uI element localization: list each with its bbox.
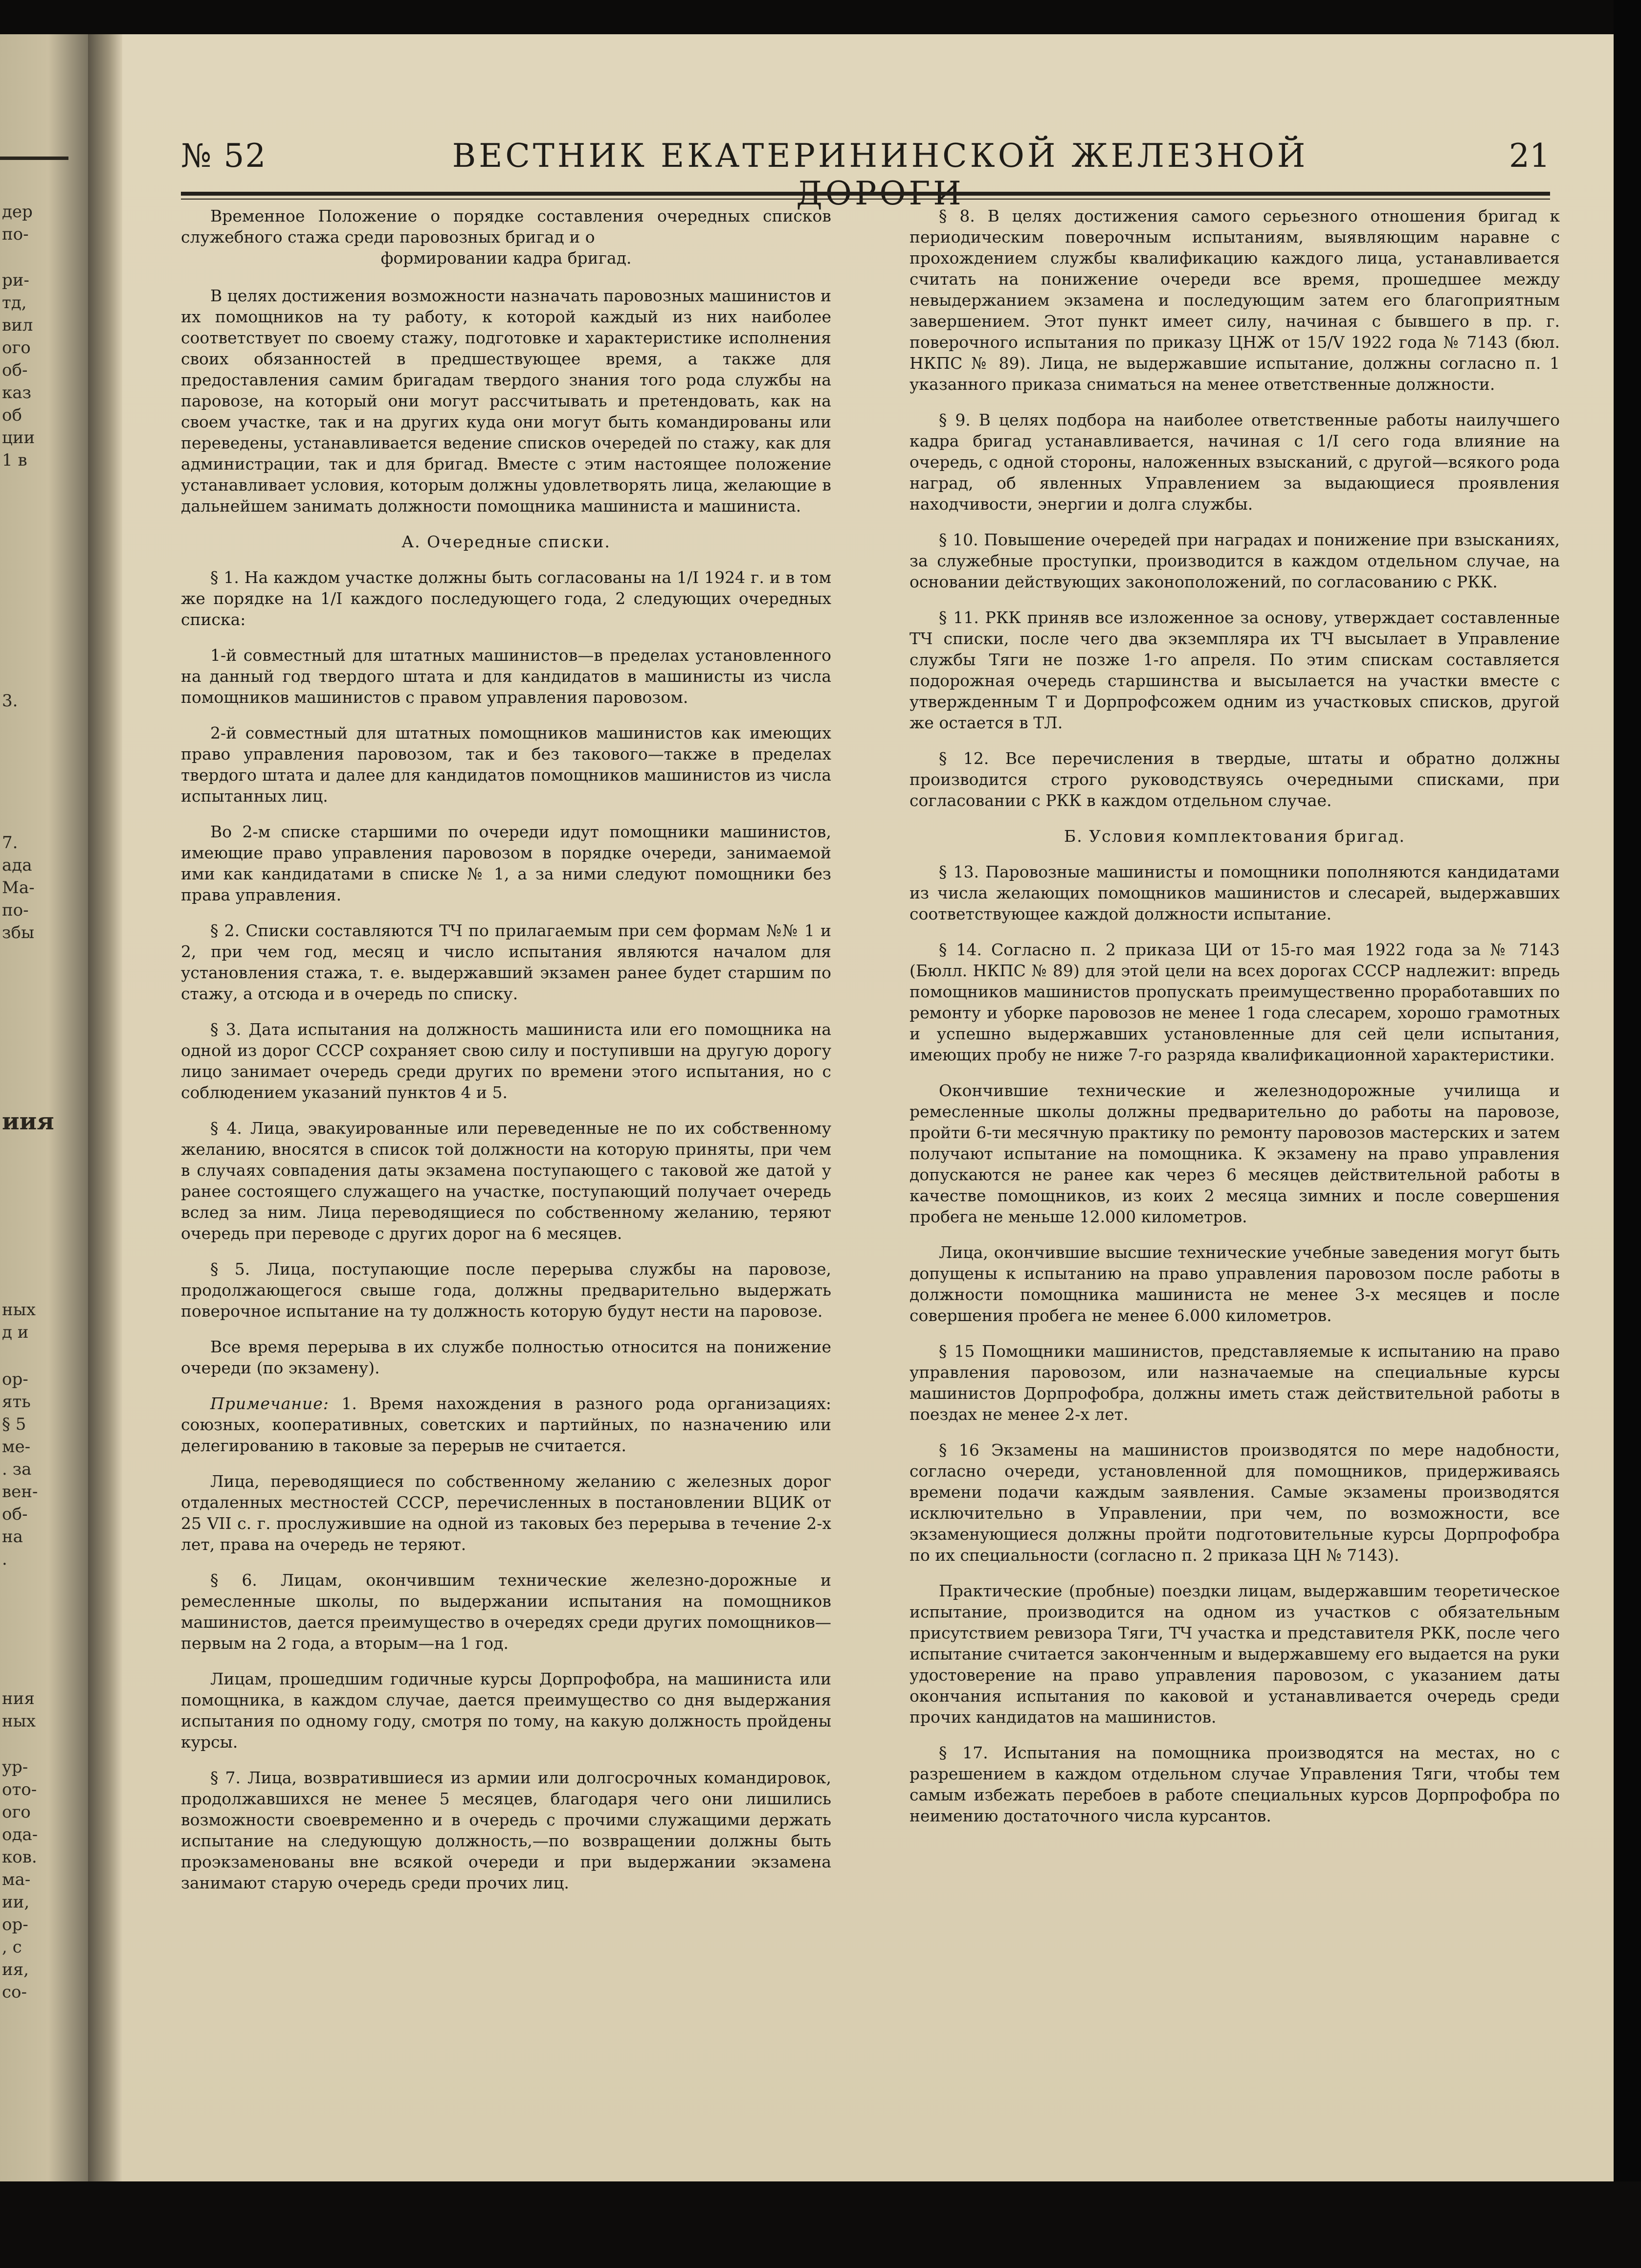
paragraph-1-tail: Во 2-м списке старшими по очереди идут помощники машинистов, имеющие право управления паровозом в порядке очереди, занимаемой ими как кандидатами в списке № 1, а за ними следуют помощники без права управления.: [181, 822, 831, 904]
previous-page-fragment: ять: [2, 1392, 31, 1412]
previous-page-fragment: ме-: [2, 1437, 31, 1457]
previous-page-fragment: ков.: [2, 1847, 37, 1867]
previous-page-fragment: 3.: [2, 691, 18, 711]
previous-page-fragment: ого: [2, 1802, 31, 1822]
previous-page-fragment: со-: [2, 1982, 27, 2002]
article-title-line2: формировании кадра бригад.: [380, 248, 632, 268]
header-rule-thin: [181, 199, 1550, 200]
paragraph-12: § 12. Все перечисления в твердые, штаты и обратно должны производится строго руководствуясь очередными списками, при согласовании с РКК в каждом отдельном случае.: [909, 749, 1560, 810]
previous-page-fragment: об-: [2, 1505, 28, 1524]
previous-page-fragment: д и: [2, 1323, 29, 1342]
previous-page-fragment: ции: [2, 428, 35, 448]
paragraph-11: § 11. РКК приняв все изложенное за основу, утверждает составленные ТЧ списки, после чего два экземпляра их ТЧ высылает в Управление службы Тяги не позже 1-го апреля. По этим спискам составляется подорожная очередь старшинства и высылается на участки вместе с утвержденным Т и Дорпрофсожем одним из участковых списков, другой же остается в ТЛ.: [909, 608, 1560, 732]
section-heading-a: А. Очередные списки.: [401, 532, 611, 551]
previous-page-fragment: об-: [2, 360, 28, 380]
paragraph-7: § 7. Лица, возвратившиеся из армии или долгосрочных командировок, продолжавшихся не менее 5 месяцев, благодаря чего они лишились возможности своевременно и в очередь с прочими служащими держать испытание на следующую должность,—по возвращении должны быть проэкзаменованы вне всякой очереди и при выдержании экзамена занимают старую очередь среди прочих лиц.: [181, 1768, 831, 1892]
previous-page-heading-fragment: иия: [2, 1108, 54, 1135]
left-column: [181, 205, 831, 1908]
previous-page-fragment: на: [2, 1527, 23, 1547]
paragraph-16: § 16 Экзамены на машинистов производятся по мере надобности, согласно очереди, установленной для помощников, придерживаясь времени подачи каждым заявления. Самые экзамены производятся исключительно в Управлении, при чем, по возможности, все экзаменующиеся должны пройти подготовительные курсы Дорпрофобра по их специальности (согласно п. 2 приказа ЦН № 7143).: [909, 1440, 1560, 1565]
previous-page-fragment: ор-: [2, 1370, 28, 1389]
paragraph-10: § 10. Повышение очередей при наградах и понижение при взысканиях, за служебные проступки, производится в каждом отдельном случае, на основании действующих законоположений, по согласованию с РКК.: [909, 530, 1560, 591]
scan-bottom-border: [0, 2181, 1641, 2268]
article-title-line1: Временное Положение о порядке составления очередных списков служебного стажа среди паровозных бригад и о: [181, 206, 831, 247]
previous-page-fragment: ор-: [2, 1915, 28, 1934]
previous-page-fragment: ных: [2, 1300, 36, 1320]
previous-page-fragment: тд,: [2, 293, 27, 313]
paragraph-1-list-2: 2-й совместный для штатных помощников машинистов как имеющих право управления паровозом, так и без такового—также в пределах твердого штата и далее для кандидатов помощников машинистов из числа испытанных лиц.: [181, 723, 831, 806]
previous-page-fragment: по-: [2, 900, 29, 920]
previous-page-fragment: вил: [2, 315, 33, 335]
paragraph-intro: В целях достижения возможности назначать паровозных машинистов и их помощников на ту работу, к которой каждый из них наиболее соответствует по своему стажу, подготовке и характеристике исполнения своих обязанностей в предшествующее время, а также для предоставления самим бригадам твердого знания того рода службы на паровозе, на который они могут рассчитывать и претендовать, как на своем участке, так и на других куда они могут быть командированы или переведены, устанавливается ведение списков очередей по стажу, как для администрации, так и для бригад. Вместе с этим настоящее положение устанавливает условия, которым должны удовлетворять лица, желающие в дальнейшем занимать должности помощника машиниста и машиниста.: [181, 286, 831, 516]
paragraph-16-b: Практические (пробные) поездки лицам, выдержавшим теоретическое испытание, производится на одном из участков с обязательным присутствием ревизора Тяги, ТЧ участка и представителя РКК, после чего испытание считается законченным и выдержавшему его выдается на руки удостоверение на право управления паровозом, с указанием даты окончания испытания по каковой и устанавливается очередь среди прочих кандидатов на машинистов.: [909, 1581, 1560, 1727]
right-column: [909, 205, 1560, 1841]
previous-page-fragment: . за: [2, 1460, 32, 1479]
article-title: [181, 205, 831, 269]
paragraph-13: § 13. Паровозные машинисты и помощники пополняются кандидатами из числа желающих помощников машинистов и слесарей, выдержавших соответствующее каждой должности испытание.: [909, 862, 1560, 923]
newspaper-page: [122, 34, 1614, 2181]
paragraph-15: § 15 Помощники машинистов, представляемые к испытанию на право управления паровозом, или назначаемые на специальные курсы машинистов Дорпрофобра, должны иметь стаж действительной работы в поездах не менее 2-х лет.: [909, 1342, 1560, 1424]
scan-right-border: [1614, 0, 1641, 2268]
paragraph-6-tail: Лицам, прошедшим годичные курсы Дорпрофобра, на машиниста или помощника, в каждом случае, дается преимущество со дня выдержания испытания по одному году, смотря по тому, на какую должность пройдены курсы.: [181, 1669, 831, 1752]
paragraph-17: § 17. Испытания на помощника производятся на местах, но с разрешением в каждом отдельном случае Управления Тяги, чтобы тем самым избежать перебоев в работе специальных курсов Дорпрофобра по неимению достаточного числа курсантов.: [909, 1743, 1560, 1825]
publication-title: ВЕСТНИК ЕКАТЕРИНИНСКОЙ ЖЕЛЕЗНОЙ: [452, 137, 1308, 175]
previous-page-fragment: ния: [2, 1689, 35, 1708]
previous-page-fragment: § 5: [2, 1415, 26, 1434]
previous-page-fragment: ия,: [2, 1960, 29, 1979]
paragraph-2: § 2. Списки составляются ТЧ по прилагаемым при сем формам №№ 1 и 2, при чем год, месяц и число испытания являются началом для установления стажа, т. е. выдержавший экзамен ранее будет старшим по стажу, а отсюда и в очередь по списку.: [181, 921, 831, 1003]
previous-page-fragment: ии,: [2, 1892, 30, 1912]
previous-page-fragment: ада: [2, 855, 32, 875]
paragraph-14: § 14. Согласно п. 2 приказа ЦИ от 15-го мая 1922 года за № 7143 (Бюлл. НКПС № 89) для этой цели на всех дорогах СССР надлежит: впредь помощников машинистов пропускать преимущественно проработавших по ремонту и уборке паровозов не менее 1 года слесарем, хорошо грамотных и успешно выдержавших установленные для сей цели испытания, имеющих пробу не ниже 7-го разряда квалификационной характеристики.: [909, 940, 1560, 1064]
previous-page-fragment: Ма-: [2, 878, 35, 898]
previous-page-fragment: 1 в: [2, 450, 27, 470]
paragraph-8: § 8. В целях достижения самого серьезного отношения бригад к периодическим поверочным испытаниям, выявляющим наравне с прохождением службы квалификацию каждого лица, устанавливается считать на понижение очереди все время, прошедшее между невыдержанием экзамена и последующим затем его благоприятным завершением. Этот пункт имеет силу, начиная с бывшего в пр. г. поверочного испытания по приказу ЦНЖ от 15/V 1922 года № 7143 (бюл. НКПС № 89). Лица, не выдержавшие испытание, должны согласно п. 1 указанного приказа сниматься на менее ответственные должности.: [909, 206, 1560, 394]
page-header: [181, 137, 1550, 191]
previous-page-fragment: ри-: [2, 270, 29, 290]
paragraph-14-b: Окончившие технические и железнодорожные училища и ремесленные школы должны предварительно до работы на паровозе, пройти 6-ти месячную практику по ремонту паровозов мастерских и затем получают испытание на помощника. К экзамену на право управления допускаются не ранее как через 6 месяцев действительной работы в качестве помощников, из коих 2 месяца зимних и после совершения пробега не меньше 12.000 километров.: [909, 1081, 1560, 1226]
paragraph-4: § 4. Лица, эвакуированные или переведенные не по их собственному желанию, вносятся в список той должности на которую приняты, при чем в случаях совпадения даты экзамена поступающего с таковой же датой у ранее состоящего служащего на участке, поступающий получает очередь вслед за ним. Лица переводящиеся по собственному желанию, теряют очередь при переводе с других дорог на 6 месяцев.: [181, 1119, 831, 1243]
previous-page-fragment: об: [2, 405, 22, 425]
previous-page-rule: [0, 157, 68, 160]
previous-page-fragment: ого: [2, 338, 31, 358]
page-number: 21: [1509, 137, 1550, 175]
paragraph-9: § 9. В целях подбора на наиболее ответственные работы наилучшего кадра бригад устанавливается, начиная с 1/I сего года влияние на очередь, с одной стороны, наложенных взысканий, с другой—всякого рода наград, об явленных Управлением за выдающиеся проявления находчивости, энергии и долга службы.: [909, 410, 1560, 514]
scan-top-border: [0, 0, 1641, 34]
previous-page-fragment: ур-: [2, 1757, 28, 1777]
previous-page-edge: [0, 34, 88, 2181]
note-label: Примечание:: [210, 1394, 329, 1413]
previous-page-fragment: дер: [2, 202, 33, 222]
previous-page-fragment: , с: [2, 1937, 22, 1957]
note-1-text: 1. Время нахождения в разного рода организациях: союзных, кооперативных, советских и партийных, по назначению или делегированию в таковые за перерыв не считается.: [181, 1394, 831, 1455]
paragraph-5: § 5. Лица, поступающие после перерыва службы на паровозе, продолжающегося свыше года, должны предварительно выдержать поверочное испытание на ту должность которую будут нести на паровозе.: [181, 1259, 831, 1321]
previous-page-fragment: ода-: [2, 1825, 38, 1844]
previous-page-fragment: каз: [2, 383, 32, 403]
note-2: Лица, переводящиеся по собственному желанию с железных дорог отдаленных местностей СССР, перечисленных в постановлении ВЦИК от 25 VII с. г. прослужившие на одной из таковых без перерыва в течение 2-х лет, права на очередь не теряют.: [181, 1472, 831, 1554]
paragraph-6: § 6. Лицам, окончившим технические железно-дорожные и ремесленные школы, по выдержании испытания на помощников машинистов, дается преимущество в очередях среди других помощников—первым на 2 года, а вторым—на 1 год.: [181, 1571, 831, 1653]
header-rule: [181, 192, 1550, 196]
previous-page-fragment: .: [2, 1549, 7, 1569]
previous-page-fragment: ных: [2, 1711, 36, 1731]
paragraph-1: § 1. На каждом участке должны быть согласованы на 1/I 1924 г. и в том же порядке на 1/I каждого последующего года, 2 следующих очередных списка:: [181, 568, 831, 629]
page-gutter: [88, 34, 122, 2181]
previous-page-fragment: по-: [2, 225, 29, 244]
previous-page-fragment: збы: [2, 923, 35, 943]
paragraph-1-list-1: 1-й совместный для штатных машинистов—в пределах установленного на данный год твердого штата и для кандидатов в машинисты из числа помощников машинистов с правом управления паровозом.: [181, 646, 831, 707]
paragraph-14-c: Лица, окончившие высшие технические учебные заведения могут быть допущены к испытанию на право управления паровозом после работы в должности помощника машиниста не менее 3-х месяцев и после совершения пробега не менее 6.000 километров.: [909, 1243, 1560, 1325]
paragraph-5-tail: Все время перерыва в их службе полностью относится на понижение очереди (по экзамену).: [181, 1337, 831, 1377]
issue-number: № 52: [181, 137, 267, 175]
previous-page-fragment: вен-: [2, 1482, 38, 1502]
previous-page-fragment: 7.: [2, 833, 18, 853]
previous-page-fragment: ма-: [2, 1870, 31, 1889]
section-heading-b: Б. Условия комплектования бригад.: [1064, 827, 1405, 846]
previous-page-fragment: ото-: [2, 1780, 37, 1799]
note-1: [181, 1393, 831, 1456]
paragraph-3: § 3. Дата испытания на должность машиниста или его помощника на одной из дорог СССР сохраняет свою силу и поступивши на другую дорогу лицо занимает очередь среди других по времени этого испытания, но с соблюдением указаний пунктов 4 и 5.: [181, 1020, 831, 1102]
